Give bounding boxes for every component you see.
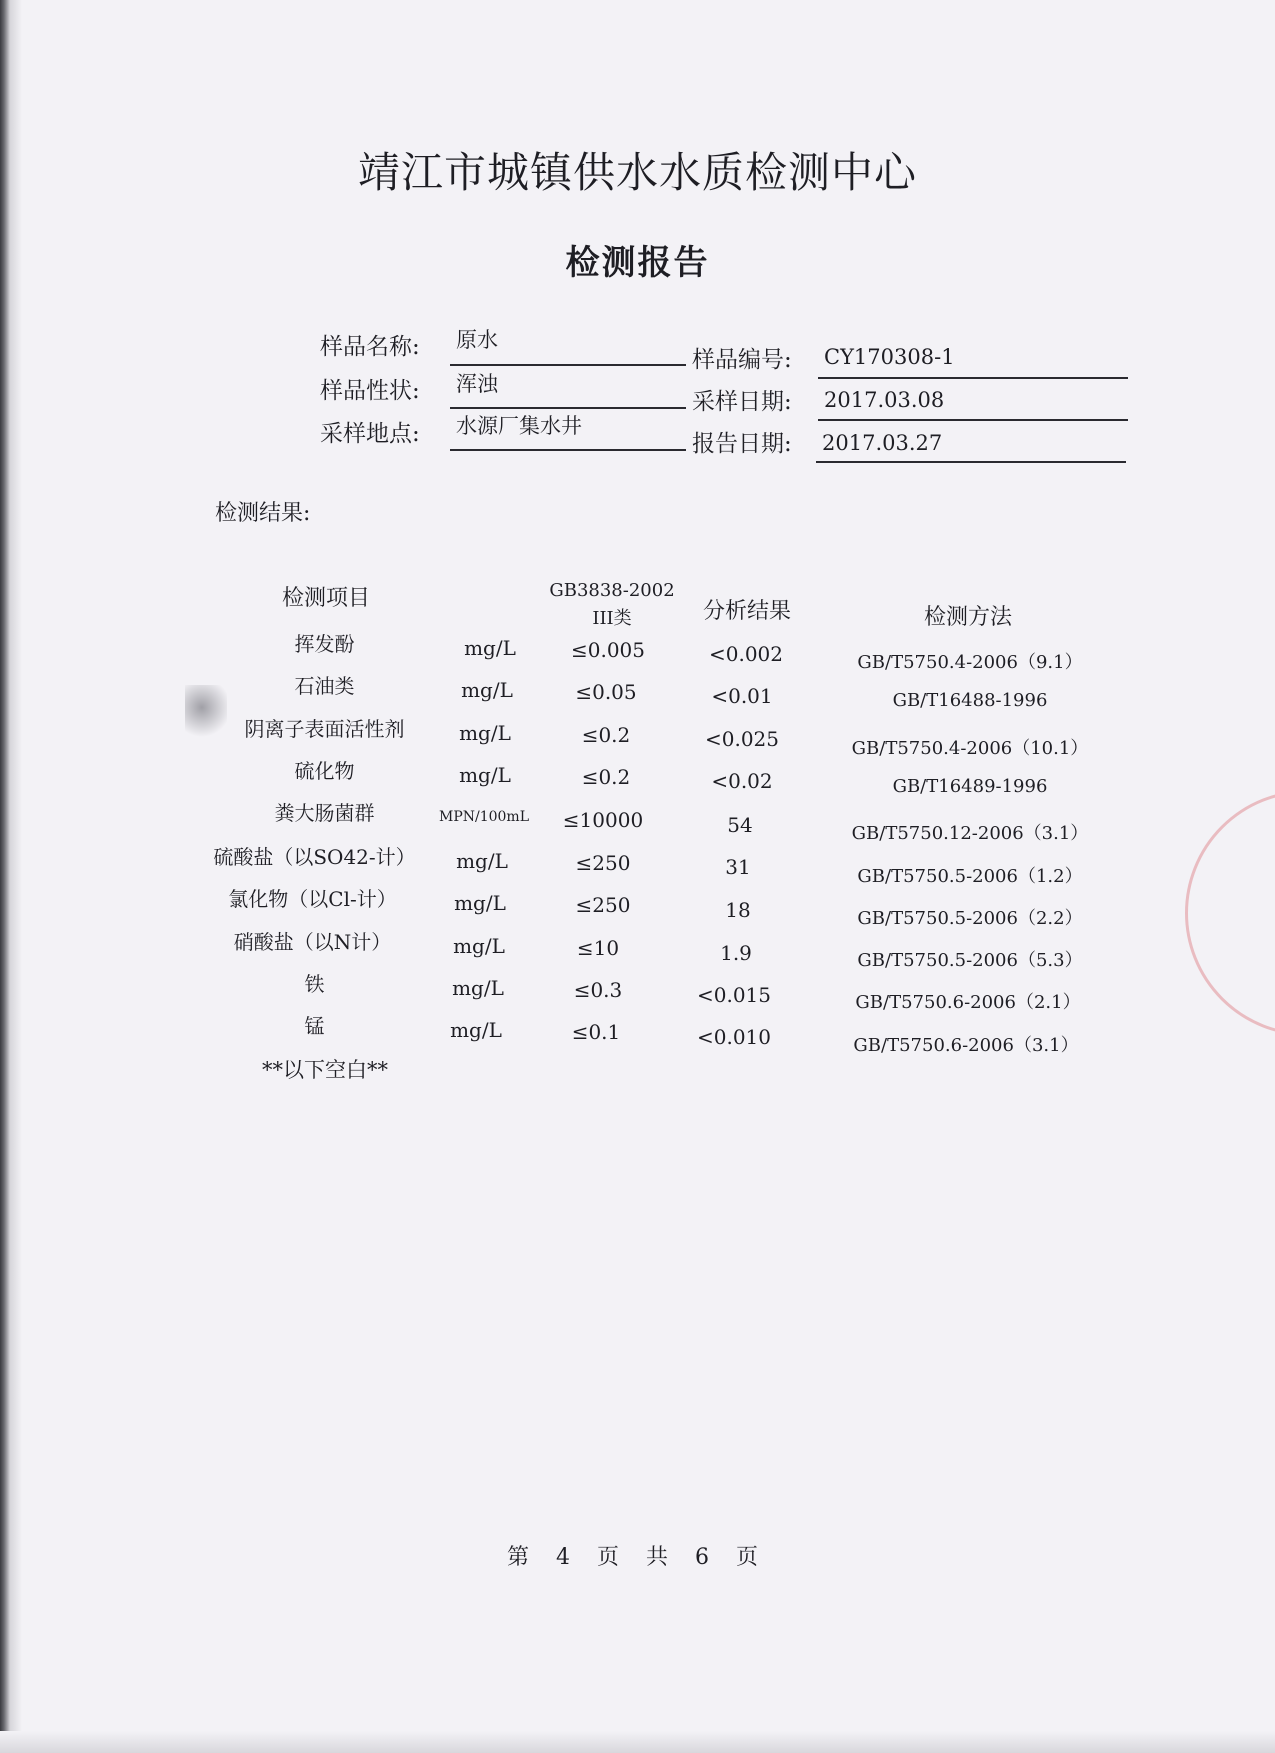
row-limit: ≤10000 <box>562 808 644 832</box>
header-item: 检测项目 <box>281 586 370 611</box>
sampling-date-value: 2017.03.08 <box>824 388 945 412</box>
sample-id-underline <box>818 377 1128 379</box>
sampling-location-underline <box>450 449 686 451</box>
sampling-date-underline <box>818 419 1128 421</box>
row-limit: ≤250 <box>575 893 631 917</box>
row-unit: mg/L <box>464 636 516 660</box>
document-title: 检测报告 <box>565 243 710 283</box>
row-unit: mg/L <box>450 1018 502 1042</box>
row-method: GB/T5750.5-2006（5.3） <box>857 950 1083 971</box>
red-stamp-seal <box>1185 790 1275 1036</box>
row-item: 硝酸盐（以N计） <box>233 930 392 954</box>
report-date-value: 2017.03.27 <box>822 431 943 455</box>
row-limit: ≤0.2 <box>581 723 631 747</box>
row-item: 阴离子表面活性剂 <box>244 717 405 741</box>
row-limit: ≤0.005 <box>570 638 645 662</box>
row-method: GB/T5750.4-2006（10.1） <box>851 738 1089 759</box>
row-unit: mg/L <box>459 721 511 745</box>
row-result: 31 <box>725 855 751 879</box>
row-item: 氯化物（以Cl-计） <box>228 887 397 911</box>
row-method: GB/T16488-1996 <box>892 690 1048 711</box>
row-method: GB/T5750.6-2006（2.1） <box>855 992 1081 1013</box>
row-result: <0.015 <box>696 983 771 1007</box>
scan-edge-bottom <box>0 1731 1275 1753</box>
row-limit: ≤0.1 <box>571 1020 621 1044</box>
row-method: GB/T5750.6-2006（3.1） <box>853 1035 1079 1056</box>
row-result: <0.025 <box>704 727 779 751</box>
header-standard-line2: III类 <box>592 608 632 629</box>
sampling-location-value: 水源厂集水井 <box>456 414 582 438</box>
sample-name-underline <box>450 364 686 366</box>
row-result: <0.01 <box>711 684 773 708</box>
sample-id-label: 样品编号: <box>692 347 792 373</box>
row-unit: mg/L <box>461 678 513 702</box>
row-item: 石油类 <box>294 674 355 698</box>
row-item: 锰 <box>304 1014 325 1038</box>
row-unit: mg/L <box>456 849 508 873</box>
row-method: GB/T5750.12-2006（3.1） <box>851 823 1089 844</box>
header-standard-line1: GB3838-2002 <box>549 580 675 601</box>
sampling-location-label: 采样地点: <box>320 421 420 447</box>
row-unit: mg/L <box>459 763 511 787</box>
row-method: GB/T5750.4-2006（9.1） <box>857 652 1083 673</box>
sample-property-underline <box>450 407 686 409</box>
sample-id-value: CY170308-1 <box>824 345 955 369</box>
row-limit: ≤0.2 <box>581 765 631 789</box>
row-item: 铁 <box>304 972 325 996</box>
sample-name-label: 样品名称: <box>320 334 420 360</box>
row-limit: ≤10 <box>576 936 620 960</box>
row-result: <0.002 <box>708 642 783 666</box>
report-date-label: 报告日期: <box>692 431 792 457</box>
row-result: <0.02 <box>711 769 773 793</box>
row-method: GB/T5750.5-2006（1.2） <box>857 866 1083 887</box>
row-result: <0.010 <box>696 1025 771 1049</box>
organization-title: 靖江市城镇供水水质检测中心 <box>357 148 917 197</box>
row-item: 硫酸盐（以SO42-计） <box>213 845 416 869</box>
header-method: 检测方法 <box>923 605 1012 630</box>
row-item: 粪大肠菌群 <box>274 801 375 825</box>
row-unit: mg/L <box>454 891 506 915</box>
end-of-content-marker: **以下空白** <box>262 1058 388 1082</box>
header-result: 分析结果 <box>702 599 791 624</box>
row-method: GB/T5750.5-2006（2.2） <box>857 908 1083 929</box>
row-method: GB/T16489-1996 <box>892 776 1048 797</box>
sample-name-value: 原水 <box>456 328 498 352</box>
report-date-underline <box>816 461 1126 463</box>
row-unit: MPN/100mL <box>438 809 529 825</box>
row-limit: ≤0.05 <box>575 680 637 704</box>
page-number: 第 4 页 共 6 页 <box>507 1545 768 1570</box>
row-limit: ≤250 <box>575 851 631 875</box>
row-result: 54 <box>727 813 753 837</box>
row-unit: mg/L <box>453 934 505 958</box>
sample-property-label: 样品性状: <box>320 378 420 404</box>
sample-property-value: 浑浊 <box>456 372 498 396</box>
row-item: 硫化物 <box>294 759 355 783</box>
row-unit: mg/L <box>452 976 504 1000</box>
row-result: 1.9 <box>720 941 752 965</box>
results-section-title: 检测结果: <box>215 501 311 526</box>
row-result: 18 <box>725 898 751 922</box>
row-limit: ≤0.3 <box>573 978 623 1002</box>
sampling-date-label: 采样日期: <box>692 389 792 415</box>
row-item: 挥发酚 <box>294 632 355 656</box>
